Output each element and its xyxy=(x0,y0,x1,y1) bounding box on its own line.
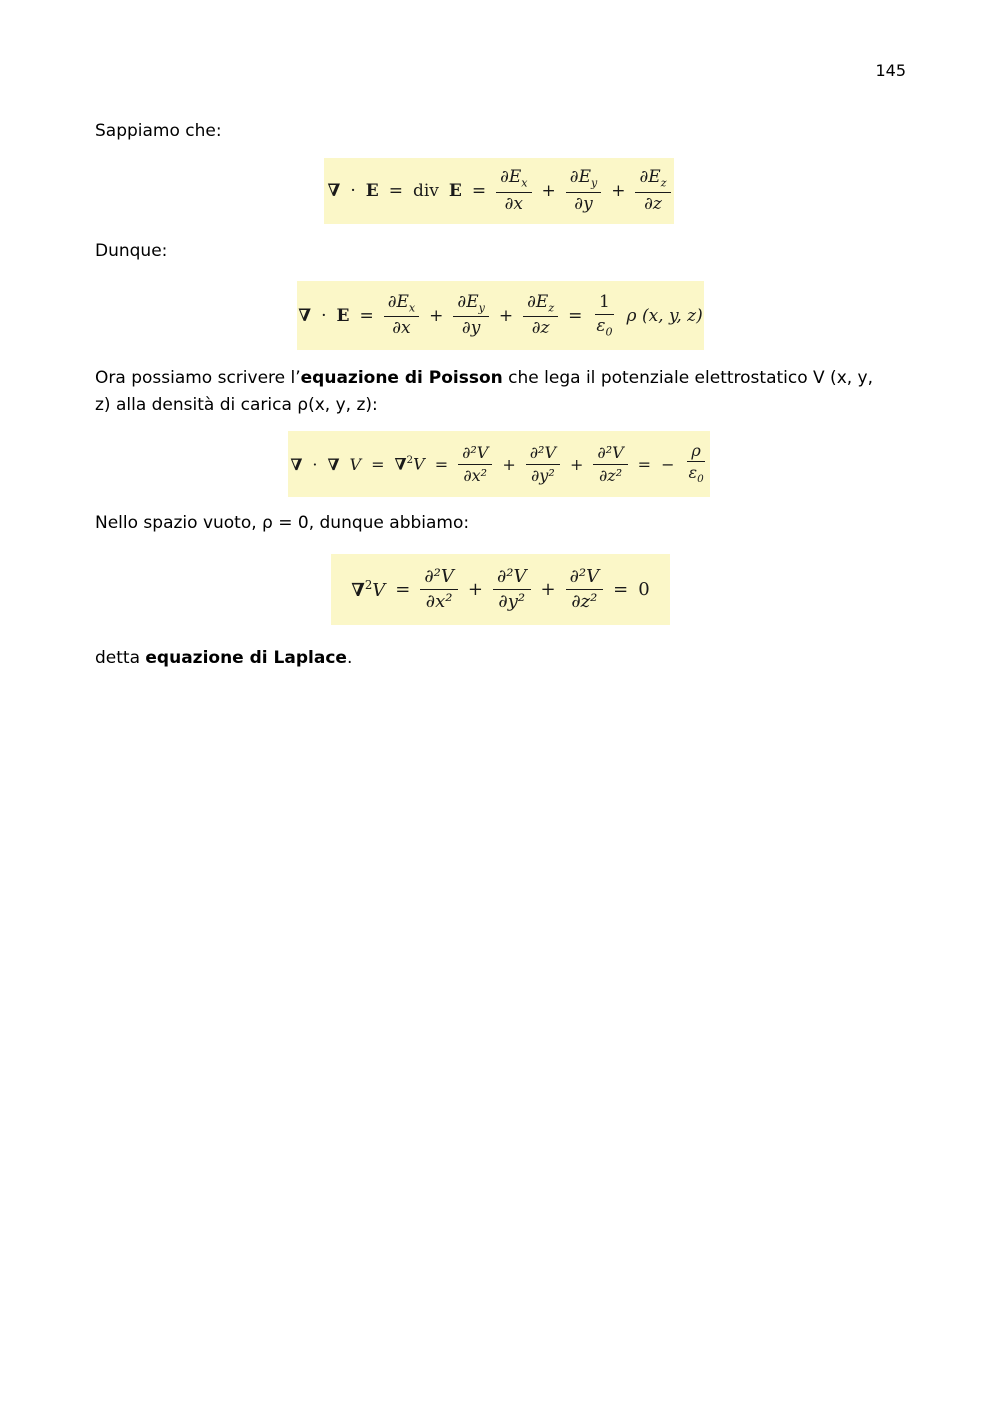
potential-v: V xyxy=(349,454,362,474)
dot-operator: · xyxy=(321,305,327,326)
plus-sign: + xyxy=(498,305,514,326)
rho-xyz: ρ (x, y, z) xyxy=(626,305,703,326)
paragraph-laplace: detta equazione di Laplace. xyxy=(95,648,353,668)
fraction-dey-dy: $\frac{\partial E_y}{\partial y}$ xyxy=(566,168,601,213)
equals-sign: = xyxy=(637,454,652,474)
fraction-one-over-epsilon: $\frac{1}{\varepsilon_0}$ xyxy=(596,291,613,338)
vector-e: E xyxy=(336,305,350,326)
page-number: 145 xyxy=(875,61,906,80)
plus-sign: + xyxy=(467,579,483,600)
nabla-symbol: ∇ xyxy=(351,580,365,601)
equation-laplace xyxy=(331,554,670,625)
fraction-dez-dz: $\frac{\partial E_z}{\partial z}$ xyxy=(635,168,670,213)
paragraph-poisson-intro: Ora possiamo scrivere l’equazione di Poisson che lega il potenziale elettrostatico V (x, y, z) alla densità di carica ρ(x, y, z): xyxy=(95,368,874,415)
equals-sign: = xyxy=(359,305,374,326)
fraction-dez-dz: $\frac{\partial E_z}{\partial z}$ xyxy=(523,293,558,338)
fraction-d2v-dy2: $\frac{\text{∂²V}}{\text{∂y²}}$ xyxy=(526,444,560,484)
zero-value: 0 xyxy=(638,579,650,600)
equals-sign: = xyxy=(434,454,449,474)
dot-operator: · xyxy=(312,454,318,474)
plus-sign: + xyxy=(429,305,444,326)
equation-poisson xyxy=(288,431,710,497)
plus-sign: + xyxy=(541,181,556,201)
fraction-d2v-dz2: $\frac{\text{∂²V}}{\text{∂z²}}$ xyxy=(566,567,604,612)
exponent: 2 xyxy=(406,454,414,467)
equals-sign: = xyxy=(395,579,411,600)
fraction-d2v-dz2: $\frac{\text{∂²V}}{\text{∂z²}}$ xyxy=(593,444,627,484)
vector-e: E xyxy=(365,181,379,201)
fraction-d2v-dy2: $\frac{\text{∂²V}}{\text{∂y²}}$ xyxy=(493,567,531,612)
equals-sign: = xyxy=(388,181,403,201)
minus-sign: − xyxy=(661,454,675,474)
plus-sign: + xyxy=(502,454,516,474)
fraction-d2v-dx2: $\frac{\text{∂²V}}{\text{∂x²}}$ xyxy=(420,567,458,612)
fraction-dex-dx: $\frac{\partial E_x}{\partial x}$ xyxy=(384,293,419,338)
plus-sign: + xyxy=(570,454,584,474)
vector-e: E xyxy=(448,181,462,201)
paragraph-sappiamo: Sappiamo che: xyxy=(95,121,222,141)
nabla-symbol: ∇ xyxy=(298,305,312,326)
dot-operator: · xyxy=(350,181,356,201)
fraction-d2v-dx2: $\frac{\text{∂²V}}{\text{∂x²}}$ xyxy=(458,444,492,484)
fraction-rho-over-epsilon: $\frac{\rho}{\varepsilon_0}$ xyxy=(688,440,704,486)
potential-v: V xyxy=(372,580,386,601)
equals-sign: = xyxy=(568,305,583,326)
nabla-symbol: ∇ xyxy=(394,454,407,474)
nabla-symbol: ∇ xyxy=(327,181,341,201)
div-operator: div xyxy=(412,181,439,201)
equals-sign: = xyxy=(371,454,385,474)
plus-sign: + xyxy=(540,579,556,600)
equals-sign: = xyxy=(471,181,487,201)
potential-v: V xyxy=(413,454,425,474)
exponent: 2 xyxy=(364,578,373,592)
plus-sign: + xyxy=(611,181,626,201)
fraction-dey-dy: $\frac{\partial E_y}{\partial y}$ xyxy=(453,293,488,338)
equation-divergence xyxy=(324,158,674,224)
paragraph-spazio-vuoto: Nello spazio vuoto, ρ = 0, dunque abbiamo: xyxy=(95,513,470,533)
equals-sign: = xyxy=(613,579,629,600)
nabla-symbol: ∇ xyxy=(290,454,303,474)
fraction-dex-dx: $\frac{\partial E_x}{\partial x}$ xyxy=(496,168,531,213)
nabla-symbol: ∇ xyxy=(327,454,340,474)
paragraph-dunque: Dunque: xyxy=(95,241,168,261)
equation-gauss-differential xyxy=(297,281,704,350)
